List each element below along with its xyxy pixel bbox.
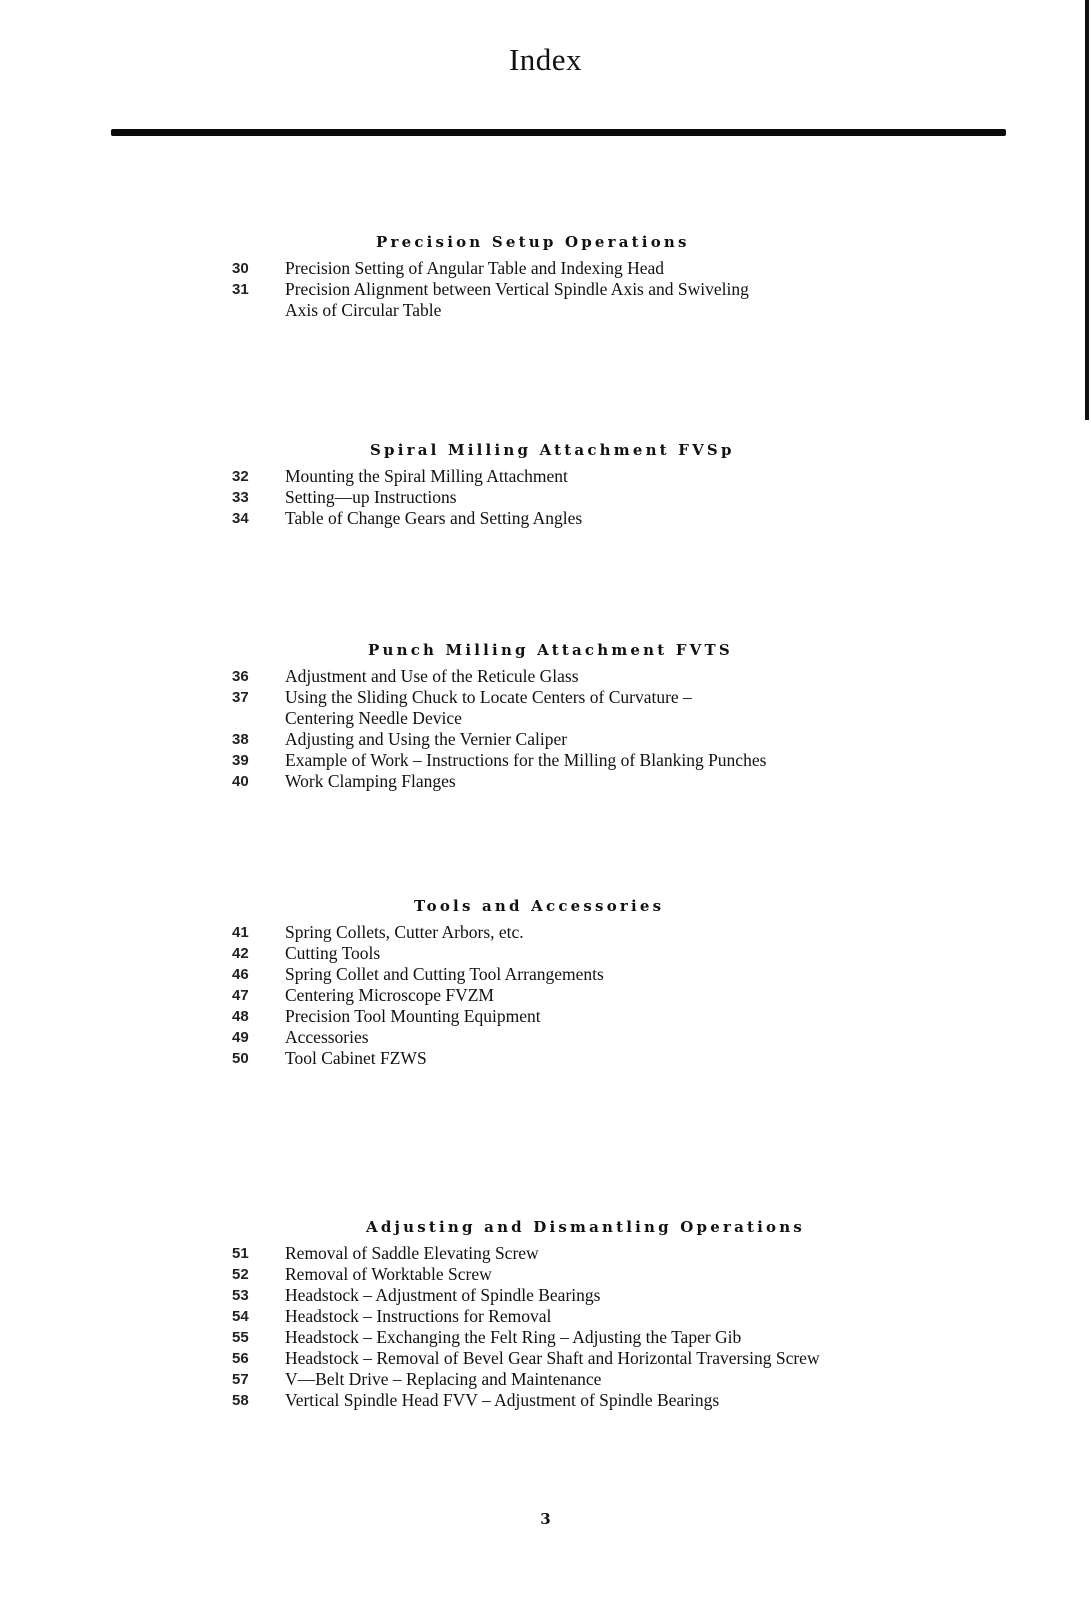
section-heading: Adjusting and Dismantling Operations xyxy=(366,1218,805,1236)
entry-title: Tool Cabinet FZWS xyxy=(285,1048,427,1068)
entry-title: Spring Collet and Cutting Tool Arrangements xyxy=(285,964,604,984)
index-section-precision-setup xyxy=(232,233,992,321)
index-entry xyxy=(232,750,992,771)
index-section-punch-milling xyxy=(232,641,992,792)
entry-title: Adjustment and Use of the Reticule Glass xyxy=(285,666,579,686)
index-entry xyxy=(232,771,992,792)
index-entry xyxy=(232,258,992,279)
entry-page: 40 xyxy=(232,773,249,790)
section-heading: Precision Setup Operations xyxy=(376,233,690,251)
index-entry xyxy=(232,1027,992,1048)
entry-title: Precision Alignment between Vertical Spindle Axis and Swiveling xyxy=(285,279,749,299)
entry-page: 42 xyxy=(232,945,249,962)
entry-page: 48 xyxy=(232,1008,249,1025)
entry-page: 31 xyxy=(232,281,249,298)
entry-title: Example of Work – Instructions for the Milling of Blanking Punches xyxy=(285,750,767,770)
entry-page: 57 xyxy=(232,1371,249,1388)
entry-page: 52 xyxy=(232,1266,249,1283)
entry-title: Cutting Tools xyxy=(285,943,381,963)
section-heading: Spiral Milling Attachment FVSp xyxy=(370,441,735,459)
entry-title: Adjusting and Using the Vernier Caliper xyxy=(285,729,568,749)
entry-title: Headstock – Exchanging the Felt Ring – Adjusting the Taper Gib xyxy=(285,1327,742,1347)
entry-title: Centering Microscope FVZM xyxy=(285,985,494,1005)
index-entry xyxy=(232,487,992,508)
entry-title: Setting—up Instructions xyxy=(285,487,457,507)
title-divider xyxy=(111,129,1006,136)
entry-page: 39 xyxy=(232,752,249,769)
index-entry xyxy=(232,466,992,487)
entry-page: 49 xyxy=(232,1029,249,1046)
entry-page: 53 xyxy=(232,1287,249,1304)
entry-page: 37 xyxy=(232,689,249,706)
entry-title: Removal of Worktable Screw xyxy=(285,1264,492,1284)
index-entry xyxy=(232,943,992,964)
entry-title: Accessories xyxy=(285,1027,369,1047)
index-entry xyxy=(232,922,992,943)
section-heading: Punch Milling Attachment FVTS xyxy=(368,641,733,659)
section-heading: Tools and Accessories xyxy=(414,897,665,915)
index-section-tools-accessories xyxy=(232,897,992,1069)
index-entry-continuation xyxy=(232,300,992,321)
entry-page xyxy=(232,708,285,729)
entry-page: 38 xyxy=(232,731,249,748)
entry-title: Headstock – Instructions for Removal xyxy=(285,1306,552,1326)
index-entry xyxy=(232,1264,992,1285)
index-entry xyxy=(232,1048,992,1069)
index-entry xyxy=(232,687,992,708)
entry-title: V—Belt Drive – Replacing and Maintenance xyxy=(285,1369,602,1389)
index-entry xyxy=(232,985,992,1006)
index-entry xyxy=(232,1243,992,1264)
entry-page: 54 xyxy=(232,1308,249,1325)
entry-page: 32 xyxy=(232,468,249,485)
entry-page: 47 xyxy=(232,987,249,1004)
entry-page: 33 xyxy=(232,489,249,506)
entry-page: 55 xyxy=(232,1329,249,1346)
index-section-adjusting-dismantling xyxy=(232,1218,992,1411)
entry-page: 36 xyxy=(232,668,249,685)
index-entry xyxy=(232,1285,992,1306)
entry-title: Table of Change Gears and Setting Angles xyxy=(285,508,583,528)
entry-page: 46 xyxy=(232,966,249,983)
entry-page: 30 xyxy=(232,260,249,277)
entry-page: 41 xyxy=(232,924,249,941)
index-entry xyxy=(232,666,992,687)
index-entry xyxy=(232,1369,992,1390)
entry-title: Headstock – Removal of Bevel Gear Shaft and Horizontal Traversing Screw xyxy=(285,1348,820,1368)
index-entry xyxy=(232,729,992,750)
entry-page: 51 xyxy=(232,1245,249,1262)
entry-page: 34 xyxy=(232,510,249,527)
entry-title: Vertical Spindle Head FVV – Adjustment of Spindle Bearings xyxy=(285,1390,720,1410)
index-entry xyxy=(232,1306,992,1327)
entry-title: Precision Setting of Angular Table and Indexing Head xyxy=(285,258,664,278)
entry-page: 56 xyxy=(232,1350,249,1367)
entry-title: Spring Collets, Cutter Arbors, etc. xyxy=(285,922,524,942)
index-entry xyxy=(232,964,992,985)
entry-title: Axis of Circular Table xyxy=(285,300,442,320)
index-entry xyxy=(232,1390,992,1411)
index-entry xyxy=(232,508,992,529)
index-entry-continuation xyxy=(232,708,992,729)
entry-title: Removal of Saddle Elevating Screw xyxy=(285,1243,539,1263)
entry-page xyxy=(232,300,285,321)
index-entry xyxy=(232,1327,992,1348)
index-entry xyxy=(232,1348,992,1369)
index-section-spiral-milling xyxy=(232,441,992,529)
page-edge-shadow xyxy=(1085,0,1089,420)
page-title: Index xyxy=(508,42,583,77)
entry-page: 58 xyxy=(232,1392,249,1409)
entry-title: Centering Needle Device xyxy=(285,708,462,728)
entry-title: Mounting the Spiral Milling Attachment xyxy=(285,466,568,486)
entry-title: Using the Sliding Chuck to Locate Centers of Curvature – xyxy=(285,687,692,707)
entry-title: Work Clamping Flanges xyxy=(285,771,456,791)
index-entry xyxy=(232,279,992,300)
page-number: 3 xyxy=(540,1510,551,1528)
entry-title: Precision Tool Mounting Equipment xyxy=(285,1006,541,1026)
index-entry xyxy=(232,1006,992,1027)
entry-page: 50 xyxy=(232,1050,249,1067)
entry-title: Headstock – Adjustment of Spindle Bearings xyxy=(285,1285,601,1305)
